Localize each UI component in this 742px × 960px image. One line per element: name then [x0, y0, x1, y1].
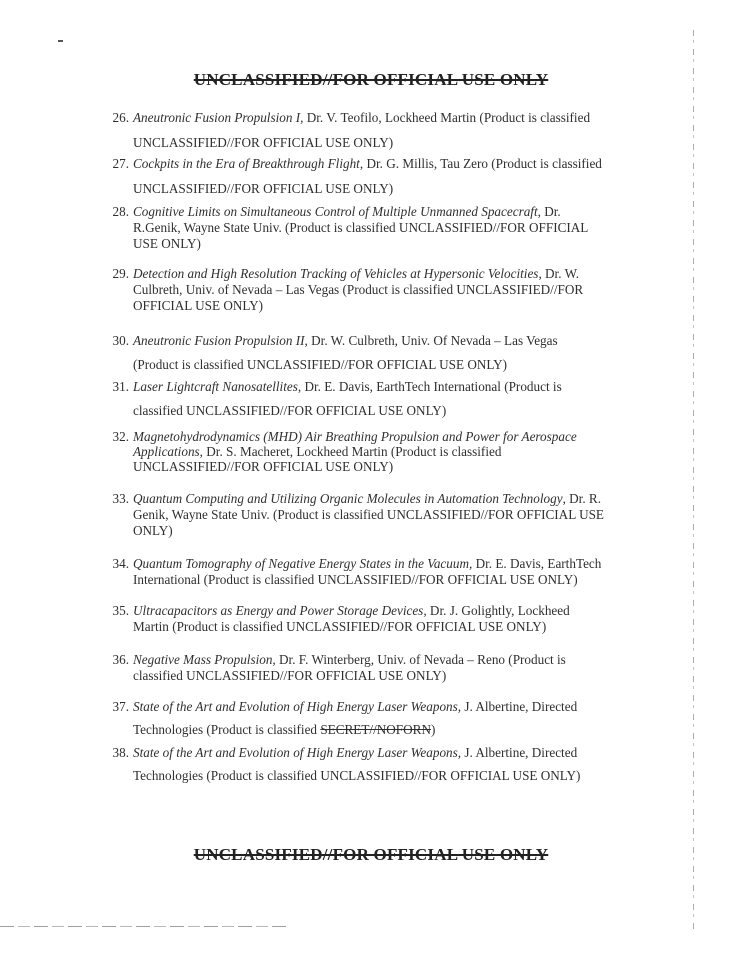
scan-speck	[58, 40, 63, 42]
item-number: 37.	[112, 699, 129, 714]
item-line-1	[133, 652, 566, 668]
item-title: Quantum Tomography of Negative Energy States in the Vacuum,	[133, 556, 473, 571]
item-number: 31.	[112, 379, 129, 394]
item-title: Detection and High Resolution Tracking of Vehicles at Hypersonic Velocities	[133, 266, 539, 281]
item-title: State of the Art and Evolution of High Energy Laser Weapons,	[133, 745, 462, 760]
item-number: 36.	[112, 652, 129, 667]
item-title: Aneutronic Fusion Propulsion I	[133, 110, 301, 125]
item-title-cont: Applications	[133, 444, 200, 459]
item-title: Ultracapacitors as Energy and Power Storage Devices,	[133, 603, 427, 618]
item-line-1	[133, 745, 577, 761]
item-line-1	[133, 379, 562, 395]
item-text: , Dr. W.	[538, 266, 580, 281]
item-line-3: UNCLASSIFIED//FOR OFFICIAL USE ONLY)	[133, 459, 394, 474]
item-text: , Dr. R.	[562, 491, 602, 506]
item-number: 33.	[112, 491, 129, 506]
item-number: 30.	[112, 333, 129, 348]
item-line-1	[133, 491, 601, 507]
classification-marking-top: UNCLASSIFIED//FOR OFFICIAL USE ONLY	[193, 70, 549, 89]
item-text: J. Albertine, Directed	[461, 699, 578, 714]
item-text: J. Albertine, Directed	[461, 745, 578, 760]
item-line-2: Genik, Wayne State Univ. (Product is classified UNCLASSIFIED//FOR OFFICIAL USE	[133, 507, 604, 522]
item-text-end: )	[430, 722, 436, 737]
item-line-2: classified UNCLASSIFIED//FOR OFFICIAL USE ONLY)	[133, 403, 447, 418]
item-number: 32.	[112, 429, 129, 444]
item-text: , Dr. W. Culbreth, Univ. Of Nevada – Las Vegas	[304, 333, 558, 348]
item-title: Quantum Computing and Utilizing Organic Molecules in Automation Technology	[133, 491, 563, 506]
item-title: Cognitive Limits on Simultaneous Control of Multiple Unmanned Spacecraft	[133, 204, 538, 219]
item-line-2: UNCLASSIFIED//FOR OFFICIAL USE ONLY)	[133, 181, 394, 196]
item-line-3: OFFICIAL USE ONLY)	[133, 298, 264, 313]
item-line-2: R.Genik, Wayne State Univ. (Product is classified UNCLASSIFIED//FOR OFFICIAL	[133, 220, 589, 235]
item-title: State of the Art and Evolution of High Energy Laser Weapons,	[133, 699, 462, 714]
item-text: Dr. E. Davis, EarthTech	[472, 556, 602, 571]
item-line-1	[133, 556, 601, 572]
item-number: 35.	[112, 603, 129, 618]
item-title: Aneutronic Fusion Propulsion II	[133, 333, 305, 348]
item-number: 29.	[112, 266, 129, 281]
classification-marking-bottom: UNCLASSIFIED//FOR OFFICIAL USE ONLY	[193, 845, 549, 864]
scan-edge-right	[693, 30, 694, 930]
item-line-2: International (Product is classified UNCLASSIFIED//FOR OFFICIAL USE ONLY)	[133, 572, 578, 587]
item-text: Dr. J. Golightly, Lockheed	[426, 603, 570, 618]
item-line-2: UNCLASSIFIED//FOR OFFICIAL USE ONLY)	[133, 135, 394, 150]
item-line-2: (Product is classified UNCLASSIFIED//FOR OFFICIAL USE ONLY)	[133, 357, 508, 372]
item-line-1	[133, 699, 577, 715]
item-line-1	[133, 333, 558, 349]
item-line-2	[133, 722, 435, 738]
item-title: Negative Mass Propulsion,	[133, 652, 276, 667]
item-text: , Dr. S. Macheret, Lockheed Martin (Product is classified	[199, 444, 502, 459]
item-number: 38.	[112, 745, 129, 760]
item-line-2: Technologies (Product is classified UNCLASSIFIED//FOR OFFICIAL USE ONLY)	[133, 768, 581, 783]
item-number: 28.	[112, 204, 129, 219]
item-number: 27.	[112, 156, 129, 171]
item-text: , Dr. V. Teofilo, Lockheed Martin (Product is classified	[300, 110, 591, 125]
item-title: Magnetohydrodynamics (MHD) Air Breathing Propulsion and Power for Aerospace	[133, 429, 577, 444]
item-line-1	[133, 204, 561, 220]
item-text: Technologies (Product is classified	[133, 722, 321, 737]
item-line-1	[133, 110, 590, 126]
item-text: , Dr. G. Millis, Tau Zero (Product is classified	[359, 156, 602, 171]
item-line-1	[133, 266, 579, 282]
item-title: Laser Lightcraft Nanosatellites	[133, 379, 298, 394]
item-line-1	[133, 156, 602, 172]
item-line-3: USE ONLY)	[133, 236, 201, 251]
item-number: 26.	[112, 110, 129, 125]
item-number: 34.	[112, 556, 129, 571]
scan-edge-bottom	[0, 926, 290, 927]
item-title: Cockpits in the Era of Breakthrough Flight	[133, 156, 360, 171]
item-line-1	[133, 429, 577, 445]
item-line-2: classified UNCLASSIFIED//FOR OFFICIAL USE ONLY)	[133, 668, 447, 683]
item-line-2: Culbreth, Univ. of Nevada – Las Vegas (Product is classified UNCLASSIFIED//FOR	[133, 282, 584, 297]
item-line-3: ONLY)	[133, 523, 173, 538]
item-text: , Dr.	[537, 204, 561, 219]
item-text: , Dr. E. Davis, EarthTech International (Product is	[297, 379, 562, 394]
item-text: Dr. F. Winterberg, Univ. of Nevada – Reno (Product is	[275, 652, 566, 667]
struck-classification: SECRET//NOFORN	[320, 722, 431, 737]
item-line-2	[133, 444, 501, 460]
item-line-2: Martin (Product is classified UNCLASSIFIED//FOR OFFICIAL USE ONLY)	[133, 619, 547, 634]
item-line-1	[133, 603, 570, 619]
